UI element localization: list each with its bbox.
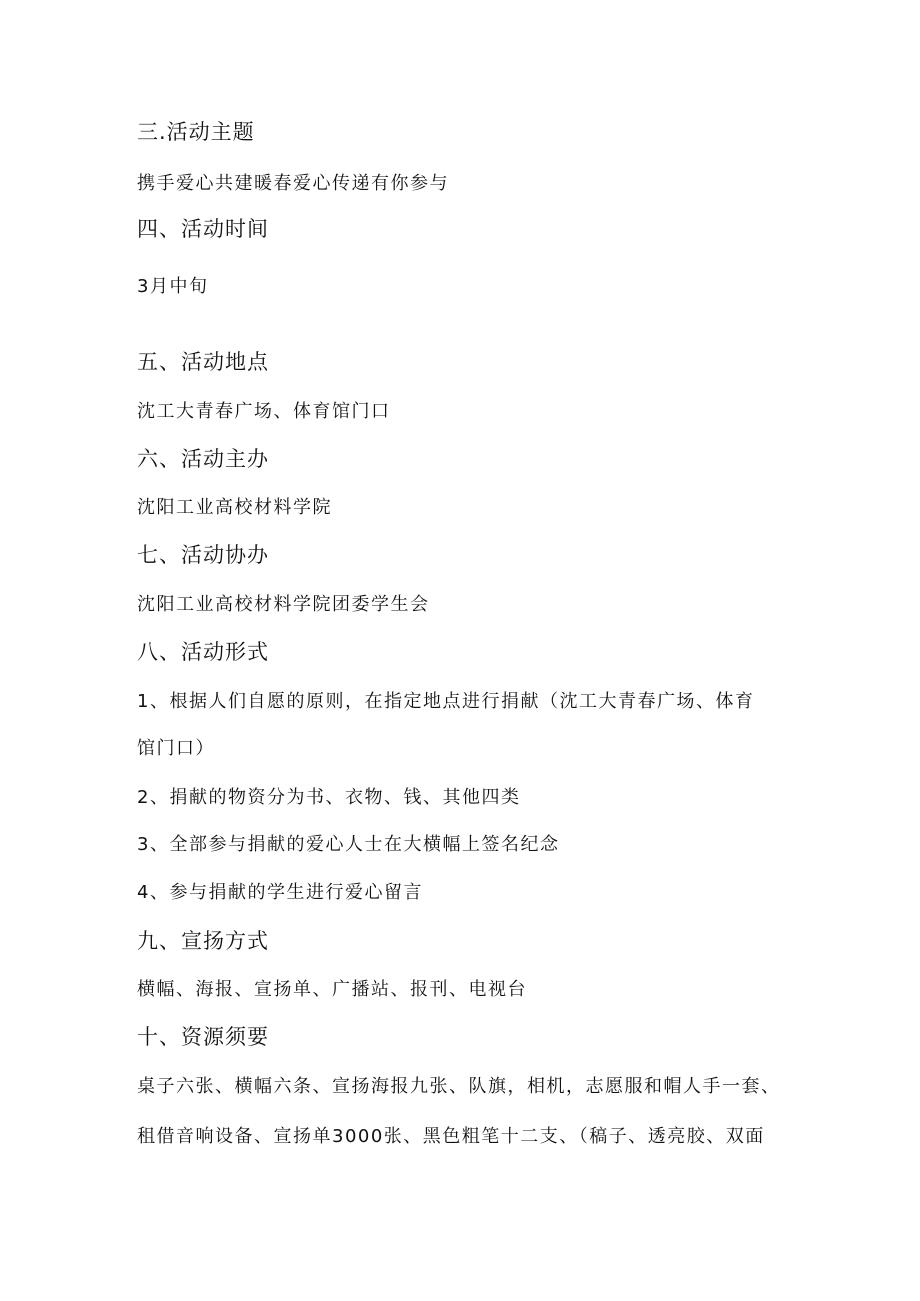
format-item-1-cont: 馆门口）	[137, 738, 215, 759]
co-organizer-text: 沈阳工业高校材料学院团委学生会	[137, 594, 430, 615]
section-heading-time: 四、活动时间	[137, 217, 269, 241]
format-item-2: 2、捐献的物资分为书、衣物、钱、其他四类	[137, 787, 521, 808]
time-text: 3月中旬	[137, 276, 209, 297]
section-heading-format: 八、活动形式	[137, 640, 269, 664]
organizer-text: 沈阳工业高校材料学院	[137, 497, 332, 518]
format-item-1: 1、根据人们自愿的原则，在指定地点进行捐献（沈工大青春广场、体育	[137, 691, 755, 712]
format-item-4: 4、参与捐献的学生进行爱心留言	[137, 882, 423, 903]
resources-line-1: 桌子六张、横幅六条、宣扬海报九张、队旗，相机，志愿服和帽人手一套、	[137, 1076, 781, 1097]
section-heading-theme: 三.活动主题	[137, 120, 255, 144]
resources-line-2: 租借音响设备、宣扬单3000张、黑色粗笔十二支、（稿子、透亮胶、双面	[137, 1126, 765, 1147]
section-heading-publicity: 九、宣扬方式	[137, 929, 269, 953]
publicity-text: 横幅、海报、宣扬单、广播站、报刊、电视台	[137, 979, 527, 1000]
theme-text: 携手爱心共建暖春爱心传递有你参与	[137, 173, 449, 194]
section-heading-co-organizer: 七、活动协办	[137, 543, 269, 567]
format-item-3: 3、全部参与捐献的爱心人士在大横幅上签名纪念	[137, 834, 560, 855]
section-heading-organizer: 六、活动主办	[137, 447, 269, 471]
section-heading-resources: 十、资源须要	[137, 1025, 269, 1049]
section-heading-location: 五、活动地点	[137, 350, 269, 374]
location-text: 沈工大青春广场、体育馆门口	[137, 401, 391, 422]
